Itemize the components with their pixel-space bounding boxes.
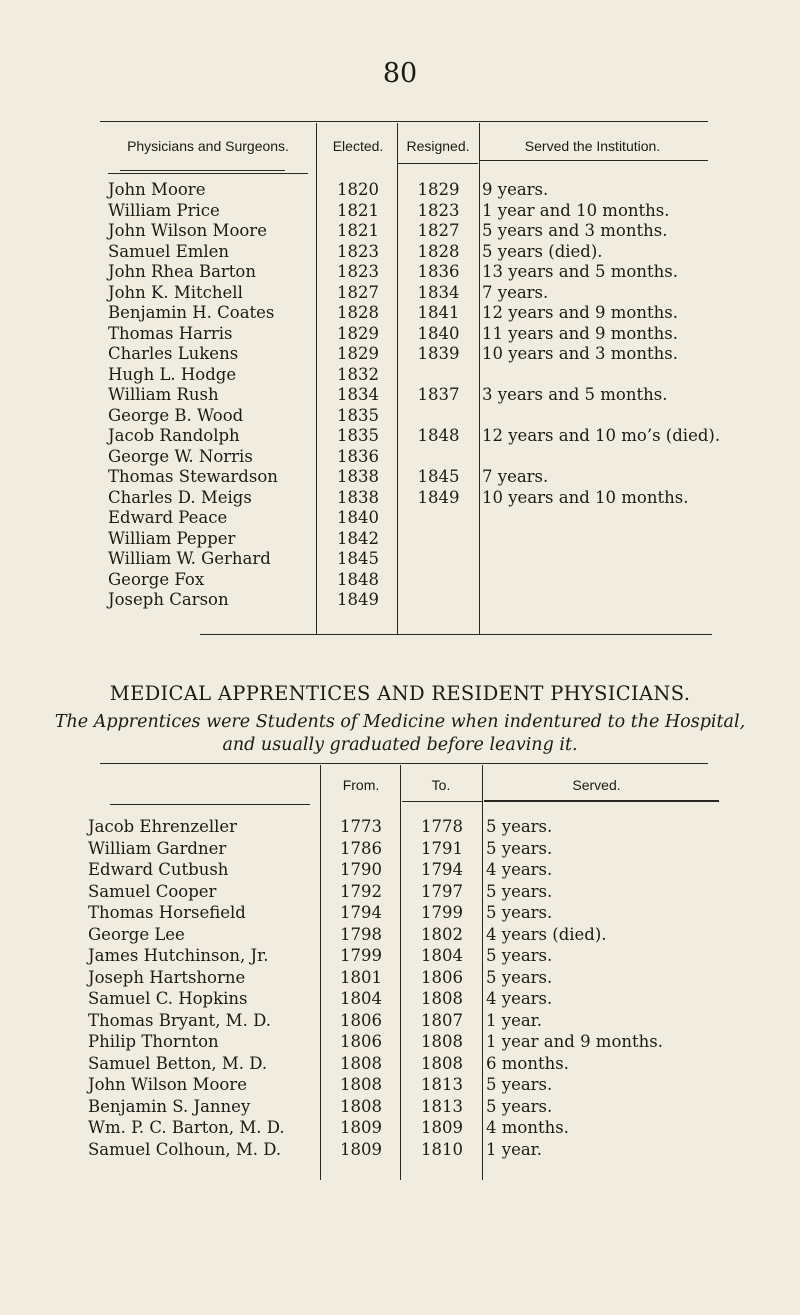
apprentice-name: George Lee <box>88 924 185 944</box>
resigned-year: 1841 <box>417 303 460 322</box>
to-year: 1808 <box>421 1053 463 1073</box>
elected-year: 1848 <box>337 569 379 589</box>
col-divider-1 <box>316 123 317 635</box>
service-duration: 5 years. <box>486 1075 553 1094</box>
apprentice-name: Philip Thornton <box>88 1032 219 1051</box>
service-duration <box>482 365 712 386</box>
to-year: 1791 <box>421 838 463 858</box>
from-year: 1808 <box>340 1096 382 1116</box>
table-top-rule <box>100 121 708 122</box>
apprentice-name: Edward Cutbush <box>88 860 229 879</box>
physician-name: John Wilson Moore <box>108 221 267 240</box>
service-duration: 5 years. <box>486 838 553 858</box>
service-duration <box>482 529 712 550</box>
resigned-year: 1823 <box>417 200 460 220</box>
header-underline-served <box>480 160 708 161</box>
service-duration: 4 months. <box>486 1118 569 1137</box>
physicians-served-column <box>482 180 721 611</box>
to-year: 1802 <box>421 924 463 944</box>
elected-year: 1835 <box>337 426 379 445</box>
header-to: To. <box>431 777 451 793</box>
from-year: 1773 <box>340 817 382 836</box>
col2-divider-2 <box>400 765 401 1180</box>
resigned-year: 1828 <box>417 241 460 261</box>
apprentice-name: Jacob Ehrenzeller <box>88 817 238 836</box>
header-from: From. <box>342 777 380 793</box>
service-duration: 5 years. <box>486 903 553 922</box>
physician-name: John Rhea Barton <box>108 262 256 281</box>
service-duration: 5 years and 3 months. <box>482 221 668 240</box>
resigned-year: 1827 <box>417 221 460 240</box>
from-year: 1790 <box>340 860 382 879</box>
service-duration <box>482 570 712 591</box>
physician-name: Edward Peace <box>108 508 228 527</box>
service-duration <box>482 447 712 468</box>
resigned-year <box>398 406 479 427</box>
from-year: 1801 <box>340 967 382 987</box>
header-elected: Elected. <box>332 138 384 154</box>
to-year: 1804 <box>421 946 463 965</box>
apprentice-name: Samuel Colhoun, M. D. <box>88 1139 282 1159</box>
header-underline-resigned <box>398 163 478 164</box>
service-duration: 6 months. <box>486 1053 569 1073</box>
apprentices-served-column <box>486 816 716 1160</box>
header2-underline-served <box>484 800 719 802</box>
service-duration: 4 years. <box>486 989 553 1008</box>
service-duration: 5 years. <box>486 1096 553 1116</box>
to-year: 1794 <box>421 860 463 879</box>
physician-name: John Moore <box>108 180 206 199</box>
service-duration: 5 years. <box>486 946 553 965</box>
resigned-year <box>398 447 479 468</box>
apprentice-name: Wm. P. C. Barton, M. D. <box>88 1118 285 1137</box>
from-year: 1808 <box>340 1075 382 1094</box>
physician-name: Joseph Carson <box>108 590 229 609</box>
header2-underline-name <box>110 804 310 805</box>
apprentice-name: Samuel Betton, M. D. <box>88 1053 268 1073</box>
service-duration <box>482 508 712 529</box>
resigned-year: 1839 <box>417 344 460 363</box>
resigned-year <box>398 508 479 529</box>
to-year: 1813 <box>421 1075 463 1094</box>
from-year: 1798 <box>340 924 382 944</box>
apprentice-name: Joseph Hartshorne <box>88 967 246 987</box>
service-duration: 4 years (died). <box>486 924 607 944</box>
apprentices-to-column <box>402 816 482 1160</box>
resigned-year: 1837 <box>417 385 460 404</box>
to-year: 1806 <box>421 967 463 987</box>
apprentice-name: Benjamin S. Janney <box>88 1096 251 1116</box>
elected-year: 1849 <box>337 590 379 609</box>
physician-name: George Fox <box>108 569 205 589</box>
service-duration: 10 years and 3 months. <box>482 344 678 363</box>
apprentice-name: Samuel C. Hopkins <box>88 989 248 1008</box>
header-resigned: Resigned. <box>406 138 470 154</box>
table2-top-rule <box>100 763 708 764</box>
from-year: 1809 <box>340 1139 382 1159</box>
page-number: 80 <box>382 58 418 89</box>
to-year: 1799 <box>421 903 463 922</box>
resigned-year: 1840 <box>417 323 460 343</box>
service-duration: 9 years. <box>482 180 549 199</box>
physicians-name-column <box>108 180 313 611</box>
physician-name: William Price <box>108 200 220 220</box>
service-duration: 1 year and 10 months. <box>482 200 670 220</box>
physician-name: William Rush <box>108 385 219 404</box>
elected-year: 1834 <box>337 385 379 404</box>
physician-name: Samuel Emlen <box>108 241 230 261</box>
from-year: 1792 <box>340 881 382 901</box>
apprentice-name: John Wilson Moore <box>88 1075 247 1094</box>
section-subtitle-line1: The Apprentices were Students of Medicine when indentured to the Hospital, <box>54 712 746 732</box>
elected-year: 1821 <box>337 200 379 220</box>
physician-name: William Pepper <box>108 528 236 548</box>
physician-name: Hugh L. Hodge <box>108 364 237 384</box>
service-duration <box>482 406 712 427</box>
table-bottom-rule <box>200 634 712 635</box>
service-duration: 11 years and 9 months. <box>482 323 678 343</box>
header-served-2: Served. <box>572 777 621 793</box>
service-duration: 5 years. <box>486 817 553 836</box>
elected-year: 1828 <box>337 303 379 322</box>
service-duration: 1 year and 9 months. <box>486 1032 663 1051</box>
physicians-resigned-column <box>398 180 479 611</box>
service-duration: 4 years. <box>486 860 553 879</box>
from-year: 1809 <box>340 1118 382 1137</box>
resigned-year <box>398 549 479 570</box>
header-underline-name-2 <box>108 173 308 174</box>
resigned-year: 1834 <box>417 282 460 302</box>
physician-name: Thomas Harris <box>108 323 233 343</box>
service-duration: 10 years and 10 months. <box>482 487 689 507</box>
to-year: 1797 <box>421 881 463 901</box>
from-year: 1804 <box>340 989 382 1008</box>
service-duration <box>482 549 712 570</box>
to-year: 1807 <box>421 1010 463 1030</box>
elected-year: 1842 <box>337 528 379 548</box>
from-year: 1806 <box>340 1032 382 1051</box>
elected-year: 1838 <box>337 487 379 507</box>
elected-year: 1821 <box>337 221 379 240</box>
apprentices-from-column <box>322 816 400 1160</box>
physician-name: George B. Wood <box>108 405 244 425</box>
to-year: 1778 <box>421 817 463 836</box>
elected-year: 1827 <box>337 282 379 302</box>
elected-year: 1832 <box>337 364 379 384</box>
header-underline-name <box>120 170 285 171</box>
physician-name: Charles D. Meigs <box>108 487 252 507</box>
apprentices-name-column <box>88 816 323 1160</box>
to-year: 1808 <box>421 989 463 1008</box>
elected-year: 1835 <box>337 405 379 425</box>
elected-year: 1829 <box>337 323 379 343</box>
to-year: 1809 <box>421 1118 463 1137</box>
physician-name: George W. Norris <box>108 446 253 466</box>
physician-name: Benjamin H. Coates <box>108 303 275 322</box>
service-duration: 7 years. <box>482 282 549 302</box>
physician-name: Jacob Randolph <box>108 426 240 445</box>
service-duration: 12 years and 9 months. <box>482 303 678 322</box>
physician-name: Charles Lukens <box>108 344 239 363</box>
to-year: 1810 <box>421 1139 463 1159</box>
resigned-year <box>398 570 479 591</box>
elected-year: 1845 <box>337 549 379 568</box>
apprentice-name: James Hutchinson, Jr. <box>88 946 269 965</box>
to-year: 1813 <box>421 1096 463 1116</box>
resigned-year: 1845 <box>417 467 460 486</box>
physician-name: John K. Mitchell <box>108 282 243 302</box>
service-duration: 1 year. <box>486 1139 542 1159</box>
from-year: 1794 <box>340 903 382 922</box>
apprentice-name: Thomas Bryant, M. D. <box>88 1010 271 1030</box>
service-duration: 5 years (died). <box>482 241 603 261</box>
apprentice-name: Samuel Cooper <box>88 881 217 901</box>
service-duration: 7 years. <box>482 467 549 486</box>
to-year: 1808 <box>421 1032 463 1051</box>
elected-year: 1840 <box>337 508 379 527</box>
header-physicians: Physicians and Surgeons. <box>127 138 289 154</box>
col2-divider-3 <box>482 765 483 1180</box>
elected-year: 1838 <box>337 467 379 486</box>
resigned-year: 1836 <box>417 262 460 281</box>
service-duration: 5 years. <box>486 967 553 987</box>
service-duration: 13 years and 5 months. <box>482 262 678 281</box>
section-title: MEDICAL APPRENTICES AND RESIDENT PHYSICIANS. <box>109 682 691 705</box>
apprentice-name: Thomas Horsefield <box>88 903 246 922</box>
header2-underline-to <box>402 801 482 802</box>
from-year: 1808 <box>340 1053 382 1073</box>
service-duration <box>482 590 712 611</box>
from-year: 1806 <box>340 1010 382 1030</box>
from-year: 1799 <box>340 946 382 965</box>
service-duration: 12 years and 10 mo’s (died). <box>482 426 721 445</box>
service-duration: 1 year. <box>486 1010 542 1030</box>
resigned-year: 1849 <box>417 487 460 507</box>
apprentice-name: William Gardner <box>88 838 227 858</box>
resigned-year <box>398 590 479 611</box>
elected-year: 1823 <box>337 241 379 261</box>
elected-year: 1829 <box>337 344 379 363</box>
resigned-year <box>398 529 479 550</box>
service-duration: 3 years and 5 months. <box>482 385 668 404</box>
col-divider-3 <box>479 123 480 635</box>
resigned-year: 1848 <box>417 426 460 445</box>
elected-year: 1836 <box>337 446 379 466</box>
elected-year: 1820 <box>337 180 379 199</box>
physician-name: Thomas Stewardson <box>108 467 278 486</box>
from-year: 1786 <box>340 838 382 858</box>
section-subtitle-line2: and usually graduated before leaving it. <box>222 735 578 755</box>
header-served: Served the Institution. <box>524 138 661 154</box>
physician-name: William W. Gerhard <box>108 549 271 568</box>
elected-year: 1823 <box>337 262 379 281</box>
physicians-elected-column <box>318 180 398 611</box>
resigned-year <box>398 365 479 386</box>
service-duration: 5 years. <box>486 881 553 901</box>
resigned-year: 1829 <box>417 180 460 199</box>
